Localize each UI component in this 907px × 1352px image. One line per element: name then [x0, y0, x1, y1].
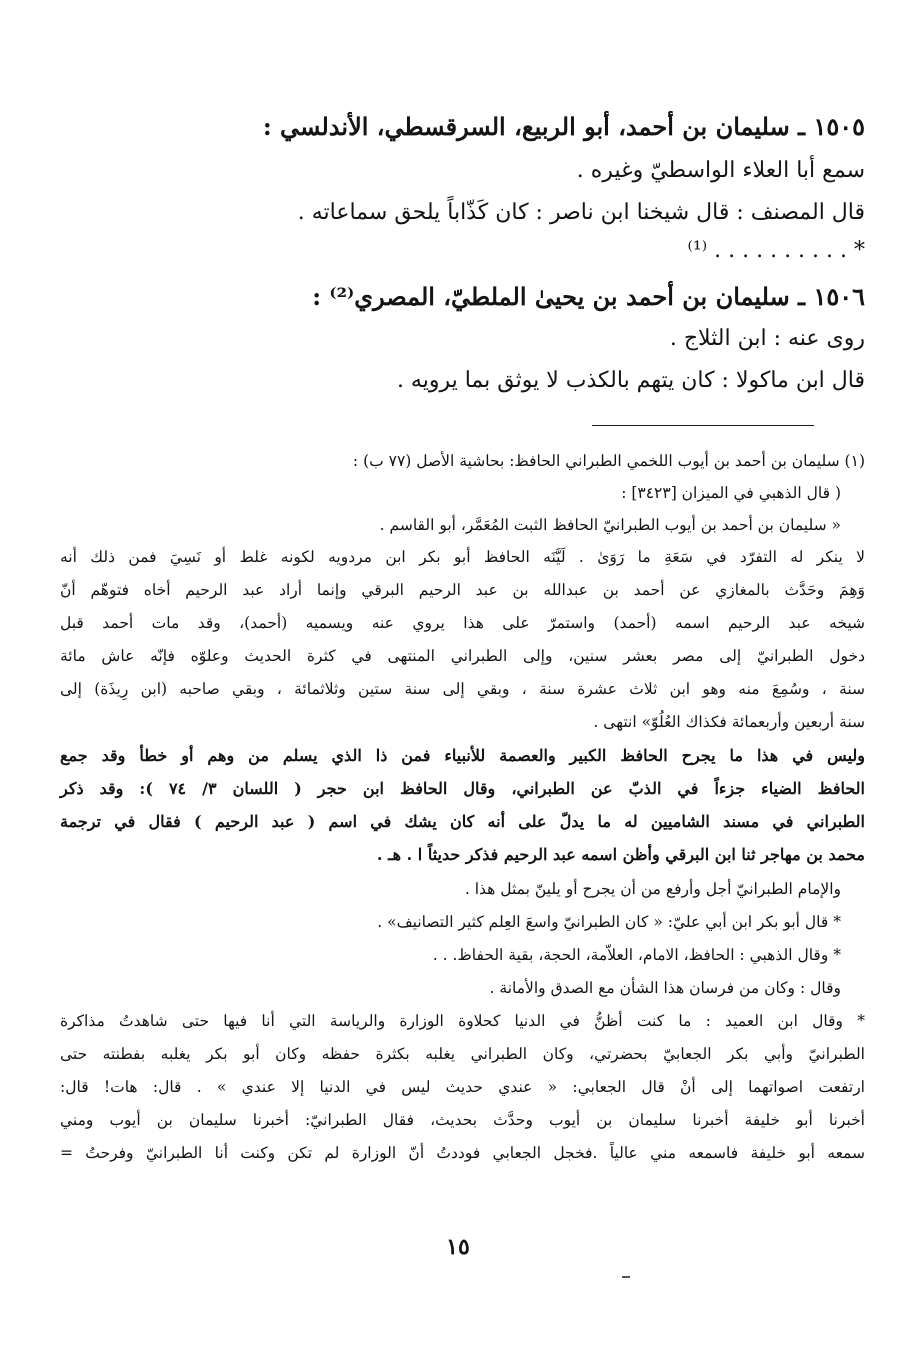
footnote-line: ( قال الذهبي في الميزان [٣٤٢٣] :	[621, 484, 841, 502]
entry-1506-line: روى عنه : ابن الثلاج .	[669, 326, 865, 351]
footnote-line: سنة أربعين وأربعمائة فكذاك العُلُوّ» انتهى .	[593, 713, 865, 731]
footnote-line: « سليمان بن أحمد بن أيوب الطبرانيّ الحافظ الثبت المُعَمَّر، أبو القاسم .	[379, 516, 841, 534]
footnote-separator	[592, 425, 814, 426]
footnote-line: * قال أبو بكر ابن أبي عليّ: « كان الطبرانيّ واسعَ العِلم كثير التصانيف» .	[377, 913, 841, 931]
page-number: ١٥	[446, 1234, 470, 1260]
entry-1505-line: * . . . . . . . . . . ⁽¹⁾	[687, 238, 865, 263]
footnote-line: محمد بن مهاجر ثنا ابن البرقي وأظن اسمه عبد الرحيم فذكر حديثاً ا . هـ .	[376, 845, 865, 864]
footnote-line: وَهِمَ وحَدَّث بالمغازي عن أحمد بن عبدالله بن عبد الرحيم البرقي وإنما أراد عبد الرحيم أخاه فتوهّم أنّ	[60, 581, 865, 599]
footnote-line: وليس في هذا ما يجرح الحافظ الكبير والعصمة للأنبياء فمن ذا الذي يسلم من وهم أو خطأ وقد جمع	[60, 746, 865, 765]
footnote-line: وقال : وكان من فرسان هذا الشأن مع الصدق والأمانة .	[489, 979, 841, 997]
footnote-line: (١) سليمان بن أحمد بن أيوب اللخمي الطبراني الحافظ: بحاشية الأصل (٧٧ ب) :	[352, 452, 865, 470]
footnote-line: أخبرنا أبو خليفة أخبرنا سليمان بن أيوب وحدَّث بحديث، فقال الطبرانيّ: أخبرنا سليمان بن أيوب ومني	[60, 1111, 865, 1129]
footnote-line: سنة ، وسُمِعَ منه وهو ابن ثلاث عشرة سنة ، وبقي إلى سنة ستين وثلاثمائة ، وبقي صاحبه (ابن رِيذَة) إلى	[60, 680, 865, 698]
footnote-line: والإمام الطبرانيّ أجل وأرفع من أن يجرح أو يلينّ بمثل هذا .	[464, 880, 841, 898]
footnote-line: * وقال الذهبي : الحافظ، الامام، العلاّمة، الحجة، بقية الحفاظ. . .	[432, 946, 841, 964]
footnote-line: شيخه عبد الرحيم اسمه (أحمد) واستمرّ على هذا يروي عنه ويسميه (أحمد)، وقد مات أحمد قبل	[60, 614, 865, 632]
footnote-line: دخول الطبرانيّ إلى مصر بعشر سنين، وإلى الطبراني المنتهى في كثرة الحديث وعلوّه فإنّه عاش مائة	[60, 647, 865, 665]
print-speck	[622, 1276, 630, 1278]
entry-1505-line: قال المصنف : قال شيخنا ابن ناصر : كان كَذّاباً يلحق سماعاته .	[297, 200, 865, 225]
footnote-line: الحافظ الضياء جزءاً في الذبّ عن الطبراني، وقال الحافظ ابن حجر ( اللسان ٣/ ٧٤ ): وقد ذكر	[60, 779, 865, 798]
footnote-line: الطبراني في مسند الشاميين له ما يدلّ على أنه كان يشك في اسم ( عبد الرحيم ) فقال في ترجمة	[60, 812, 865, 831]
footnote-line: سمعه أبو خليفة فاسمعه مني عالياً .فخجل الجعابي فوددتُ أنّ الوزارة لم تكن وكنت أنا الطبرانيّ وفرحتُ =	[60, 1144, 865, 1162]
entry-1506-line: قال ابن ماكولا : كان يتهم بالكذب لا يوثق بما يرويه .	[396, 368, 865, 393]
footnote-line: ارتفعت اصواتهما إلى أنْ قال الجعابي: « عندي حديث ليس في الدنيا إلا عندي » . قال: هات! قال:	[60, 1078, 865, 1096]
footnote-line: الطبرانيّ وأبي بكر الجعابيّ بحضرتي، وكان الطبراني يغلبه بكثرة حفظه وكان أبو بكر يغلبه بفطنته حتى	[60, 1045, 865, 1063]
entry-1506-heading: ١٥٠٦ ـ سليمان بن أحمد بن يحيىٰ الملطيّ، المصري⁽²⁾ :	[312, 282, 865, 311]
footnote-line: * وقال ابن العميد : ما كنت أظنُّ في الدنيا كحلاوة الوزارة والرياسة التي أنا فيها حتى شاهدتُ مذاكرة	[60, 1012, 865, 1030]
entry-1505-line: سمع أبا العلاء الواسطيّ وغيره .	[576, 158, 865, 183]
footnote-line: لا ينكر له التفرّد في سَعَةِ ما رَوَىٰ . لَيَّنَه الحافظ أبو بكر ابن مردويه لكونه غلط أو نَسِيَ فمن ذلك أنه	[60, 548, 865, 566]
entry-1505-heading: ١٥٠٥ ـ سليمان بن أحمد، أبو الربيع، السرقسطي، الأندلسي :	[262, 112, 865, 141]
